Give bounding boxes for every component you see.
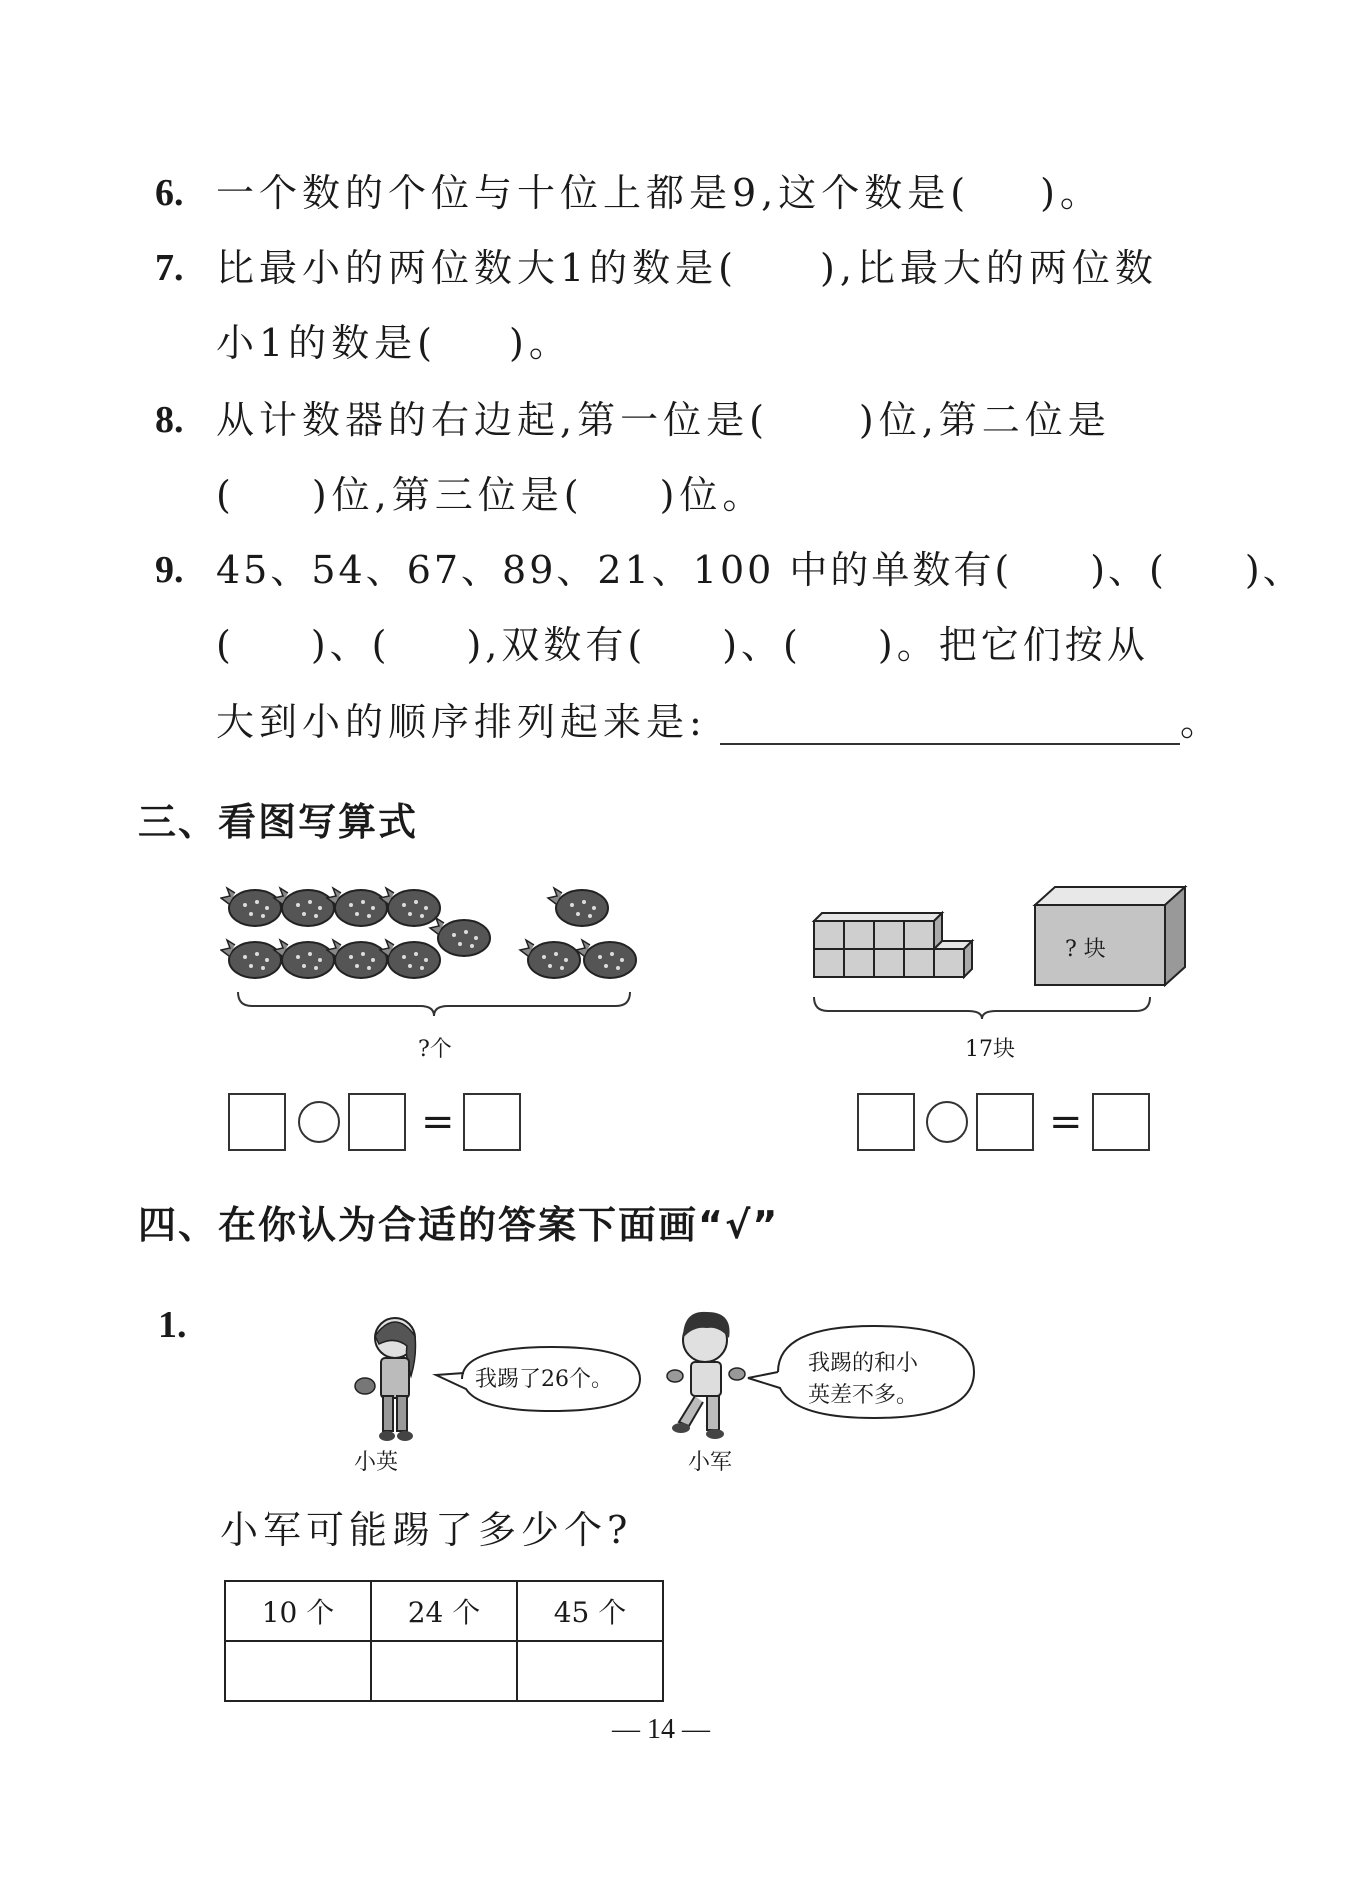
question-7-line2 bbox=[216, 318, 572, 368]
left-eq-box-3[interactable] bbox=[463, 1093, 521, 1151]
q9-part-i: 大到小的顺序排列起来是: bbox=[216, 700, 707, 744]
question-9-line2 bbox=[216, 620, 1149, 670]
q8-part-b: )位,第二位是 bbox=[858, 398, 1111, 442]
closed-box bbox=[1035, 887, 1185, 985]
question-9-line1 bbox=[216, 545, 1304, 595]
q9-part-a: 45、54、67、89、21、100 中的单数有( bbox=[216, 548, 1013, 592]
right-eq-box-1[interactable] bbox=[857, 1093, 915, 1151]
q9-answer-underline[interactable] bbox=[720, 743, 1180, 745]
question-9-line3 bbox=[216, 697, 707, 747]
cube-blocks bbox=[814, 913, 972, 977]
blocks-illustration bbox=[810, 885, 1190, 1020]
q9-part-f: ),双数有( bbox=[466, 623, 647, 667]
question-8-line2 bbox=[216, 470, 765, 520]
q8-part-d: )位,第三位是( bbox=[311, 473, 584, 517]
left-eq-box-1[interactable] bbox=[228, 1093, 286, 1151]
q9-part-e: )、( bbox=[310, 623, 391, 667]
option-45: 45 个 bbox=[517, 1581, 663, 1641]
q7-part-d: )。 bbox=[509, 321, 572, 365]
q8-part-e: )位。 bbox=[659, 473, 766, 517]
section-4-question-number: 1. bbox=[158, 1304, 187, 1346]
boy-speech-text-line1: 我踢的和小 bbox=[808, 1351, 919, 1376]
q7-part-b: ),比最大的两位数 bbox=[820, 246, 1158, 290]
brace-right bbox=[814, 997, 1150, 1019]
question-6-text bbox=[216, 168, 1103, 218]
q9-end-mark: 。 bbox=[1180, 700, 1224, 744]
left-eq-box-2[interactable] bbox=[348, 1093, 406, 1151]
q7-part-a: 比最小的两位数大1的数是( bbox=[216, 246, 739, 290]
option-24: 24 个 bbox=[371, 1581, 517, 1641]
girl-name-label: 小英 bbox=[354, 1450, 399, 1475]
girl-speech-text: 我踢了26个。 bbox=[475, 1367, 613, 1392]
answer-cell-45[interactable] bbox=[517, 1641, 663, 1701]
q9-part-c: )、 bbox=[1244, 548, 1304, 592]
q8-part-c: ( bbox=[216, 473, 236, 517]
strawberry-group-left bbox=[221, 888, 490, 978]
question-number-9: 9. bbox=[155, 549, 184, 591]
right-total-label: 17块 bbox=[965, 1037, 1015, 1062]
answer-choice-table bbox=[224, 1580, 664, 1702]
boy-speech-text-line2: 英差不多。 bbox=[808, 1383, 919, 1408]
brace-left bbox=[238, 992, 630, 1016]
q9-part-d: ( bbox=[216, 623, 235, 667]
question-number-6: 6. bbox=[155, 172, 184, 214]
section-3-heading: 三、看图写算式 bbox=[138, 800, 419, 844]
answer-cell-24[interactable] bbox=[371, 1641, 517, 1701]
q9-part-h: )。把它们按从 bbox=[877, 623, 1149, 667]
q9-part-b: )、( bbox=[1090, 548, 1167, 592]
question-8-line1 bbox=[216, 395, 1111, 445]
right-eq-box-3[interactable] bbox=[1092, 1093, 1150, 1151]
choice-answer-row bbox=[225, 1641, 663, 1701]
q7-part-c: 小1的数是( bbox=[216, 321, 438, 365]
left-eq-equals: = bbox=[421, 1099, 455, 1145]
question-number-8: 8. bbox=[155, 399, 184, 441]
right-eq-box-2[interactable] bbox=[976, 1093, 1034, 1151]
question-number-7: 7. bbox=[155, 247, 184, 289]
section-4-heading: 四、在你认为合适的答案下面画“√” bbox=[138, 1203, 780, 1247]
q9-part-g: )、( bbox=[722, 623, 802, 667]
right-eq-equals: = bbox=[1049, 1099, 1083, 1145]
boy-name-label: 小军 bbox=[688, 1450, 733, 1475]
choice-options-row bbox=[225, 1581, 663, 1641]
left-eq-operator-circle[interactable] bbox=[298, 1101, 340, 1143]
answer-cell-10[interactable] bbox=[225, 1641, 371, 1701]
strawberry-group-right bbox=[520, 888, 636, 978]
q8-part-a: 从计数器的右边起,第一位是( bbox=[216, 398, 769, 442]
question-7-line1 bbox=[216, 243, 1158, 293]
section-4-question-text: 小军可能踢了多少个? bbox=[220, 1508, 633, 1552]
girl-xiaoying-illustration bbox=[345, 1308, 435, 1443]
q6-part-b: )。 bbox=[1040, 171, 1103, 215]
option-10: 10 个 bbox=[225, 1581, 371, 1641]
right-eq-operator-circle[interactable] bbox=[926, 1101, 968, 1143]
left-total-label: ?个 bbox=[418, 1037, 452, 1062]
q6-part-a: 一个数的个位与十位上都是9,这个数是( bbox=[216, 171, 971, 215]
box-question-label: ? 块 bbox=[1065, 937, 1106, 962]
page-number: — 14 — bbox=[612, 1714, 710, 1745]
strawberries-illustration bbox=[220, 880, 650, 1020]
